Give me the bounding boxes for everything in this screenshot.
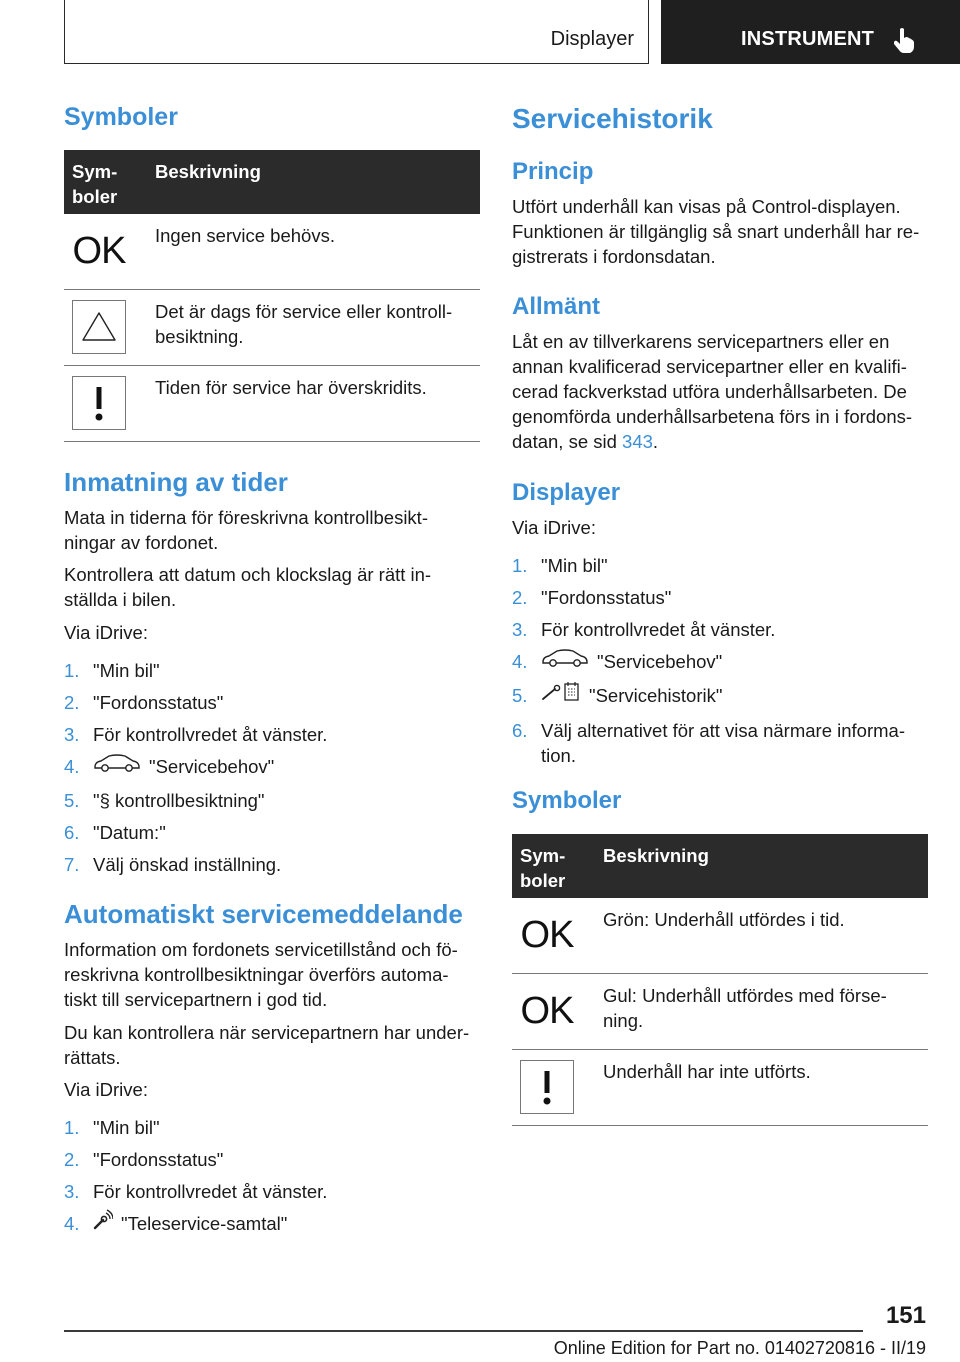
list-item: 6. Välj alternativet för att visa närmare informa- tion.: [512, 720, 905, 767]
footer-divider: [64, 1330, 863, 1332]
symbols-heading-left: Symboler: [64, 103, 178, 131]
list-item: 2. "Fordonsstatus": [512, 587, 672, 608]
allmant-paragraph: Låt en av tillverkarens servicepartners eller en annan kvalificerad servicepartner eller en kvalifi- cerad fackverkstad utföra underhållsarbeten. De genomförda underhållsarbetena förs in i fordons- datan, se sid 343.: [512, 331, 913, 452]
row-description: Underhåll har inte utförts.: [603, 1061, 811, 1082]
car-icon: [541, 648, 589, 674]
col-symbols-header: Sym- boler: [520, 845, 566, 891]
hand-pointer-icon: [894, 27, 916, 53]
princip-paragraph: Utfört underhåll kan visas på Control-displayen. Funktionen är tillgänglig så snart underhåll har re- gistrerats i fordonsdatan.: [512, 196, 920, 267]
list-item: 3. För kontrollvredet åt vänster.: [512, 619, 776, 640]
list-item: 4. "Teleservice-samtal": [64, 1211, 480, 1239]
table-row: [64, 214, 480, 290]
inmatning-paragraph-2: Kontrollera att datum och klockslag är rätt in- ställda i bilen.: [64, 564, 432, 610]
displayer-via: Via iDrive:: [512, 517, 596, 538]
exclamation-icon: [520, 1060, 574, 1114]
row-description: Gul: Underhåll utfördes med förse- ning.: [603, 985, 887, 1031]
row-description: Det är dags för service eller kontroll- besiktning.: [155, 301, 453, 347]
col-description-header: Beskrivning: [155, 161, 261, 182]
list-item: 1. "Min bil": [512, 555, 608, 576]
service-history-icon: [541, 681, 581, 709]
ok-icon: OK: [520, 914, 574, 956]
header-chapter-label: INSTRUMENT: [741, 28, 875, 50]
symbols-heading-right: Symboler: [512, 787, 622, 814]
auto-paragraph-2: Du kan kontrollera när servicepartnern har under- rättats.: [64, 1022, 470, 1068]
table-row: [512, 1050, 928, 1126]
auto-heading: Automatiskt servicemeddelande: [64, 899, 463, 929]
auto-via: Via iDrive:: [64, 1079, 148, 1100]
list-item: 5. "§ kontrollbesiktning": [64, 790, 265, 812]
table-row: [64, 290, 480, 366]
displayer-steps: [512, 553, 928, 775]
list-item: 4. "Servicebehov": [512, 649, 928, 676]
table-row: [64, 366, 480, 442]
inmatning-steps: [64, 658, 480, 884]
displayer-heading: Displayer: [512, 479, 621, 506]
inmatning-via: Via iDrive:: [64, 622, 148, 643]
inmatning-heading: Inmatning av tider: [64, 467, 288, 497]
auto-paragraph-1: Information om fordonets servicetillstånd och fö- reskrivna kontrollbesiktningar överförs automa- tiskt till servicepartnern i god tid.: [64, 939, 458, 1010]
allmant-heading: Allmänt: [512, 293, 601, 320]
header-chapter-tab: [661, 0, 960, 64]
list-item: 1. "Min bil": [64, 1117, 160, 1138]
list-item: 3. För kontrollvredet åt vänster.: [64, 1181, 328, 1202]
page-number: 151: [885, 1302, 926, 1329]
row-description: Tiden för service har överskridits.: [155, 377, 427, 398]
princip-heading: Princip: [512, 158, 594, 185]
ok-icon: OK: [72, 230, 126, 272]
row-description: Grön: Underhåll utfördes i tid.: [603, 909, 845, 930]
footer-edition: Online Edition for Part no. 01402720816 - II/19: [553, 1338, 926, 1358]
list-item: 6. "Datum:": [64, 822, 166, 844]
inmatning-paragraph-1: Mata in tiderna för föreskrivna kontrollbesikt- ningar av fordonet.: [64, 507, 428, 553]
list-item: 5. "Servicehistorik": [512, 683, 928, 711]
row-description: Ingen service behövs.: [155, 225, 335, 246]
car-icon: [93, 753, 141, 779]
servicehistorik-heading: Servicehistorik: [512, 103, 713, 134]
symbols-table-right: [512, 834, 928, 1126]
col-symbols-header: Sym- boler: [72, 161, 118, 207]
list-item: 3. För kontrollvredet åt vänster.: [64, 724, 328, 745]
list-item: 7. Välj önskad inställning.: [64, 854, 282, 876]
list-item: 2. "Fordonsstatus": [64, 1149, 224, 1170]
table-header: [512, 834, 928, 898]
wrench-signal-icon: [93, 1209, 113, 1237]
list-item: 1. "Min bil": [64, 660, 160, 681]
list-item: 4. "Servicebehov": [64, 754, 480, 781]
header-section-label: Displayer: [550, 28, 634, 50]
table-row: [512, 898, 928, 974]
exclamation-icon: [72, 376, 126, 430]
list-item: 2. "Fordonsstatus": [64, 692, 224, 713]
table-header: [64, 150, 480, 214]
header-section-tab: [64, 0, 649, 64]
ok-icon: OK: [520, 990, 574, 1032]
page-reference-link[interactable]: 343: [622, 431, 653, 452]
symbols-table-left: [64, 150, 480, 442]
warning-triangle-icon: [72, 300, 126, 354]
auto-steps: [64, 1115, 480, 1246]
col-description-header: Beskrivning: [603, 845, 709, 866]
table-row: [512, 974, 928, 1050]
